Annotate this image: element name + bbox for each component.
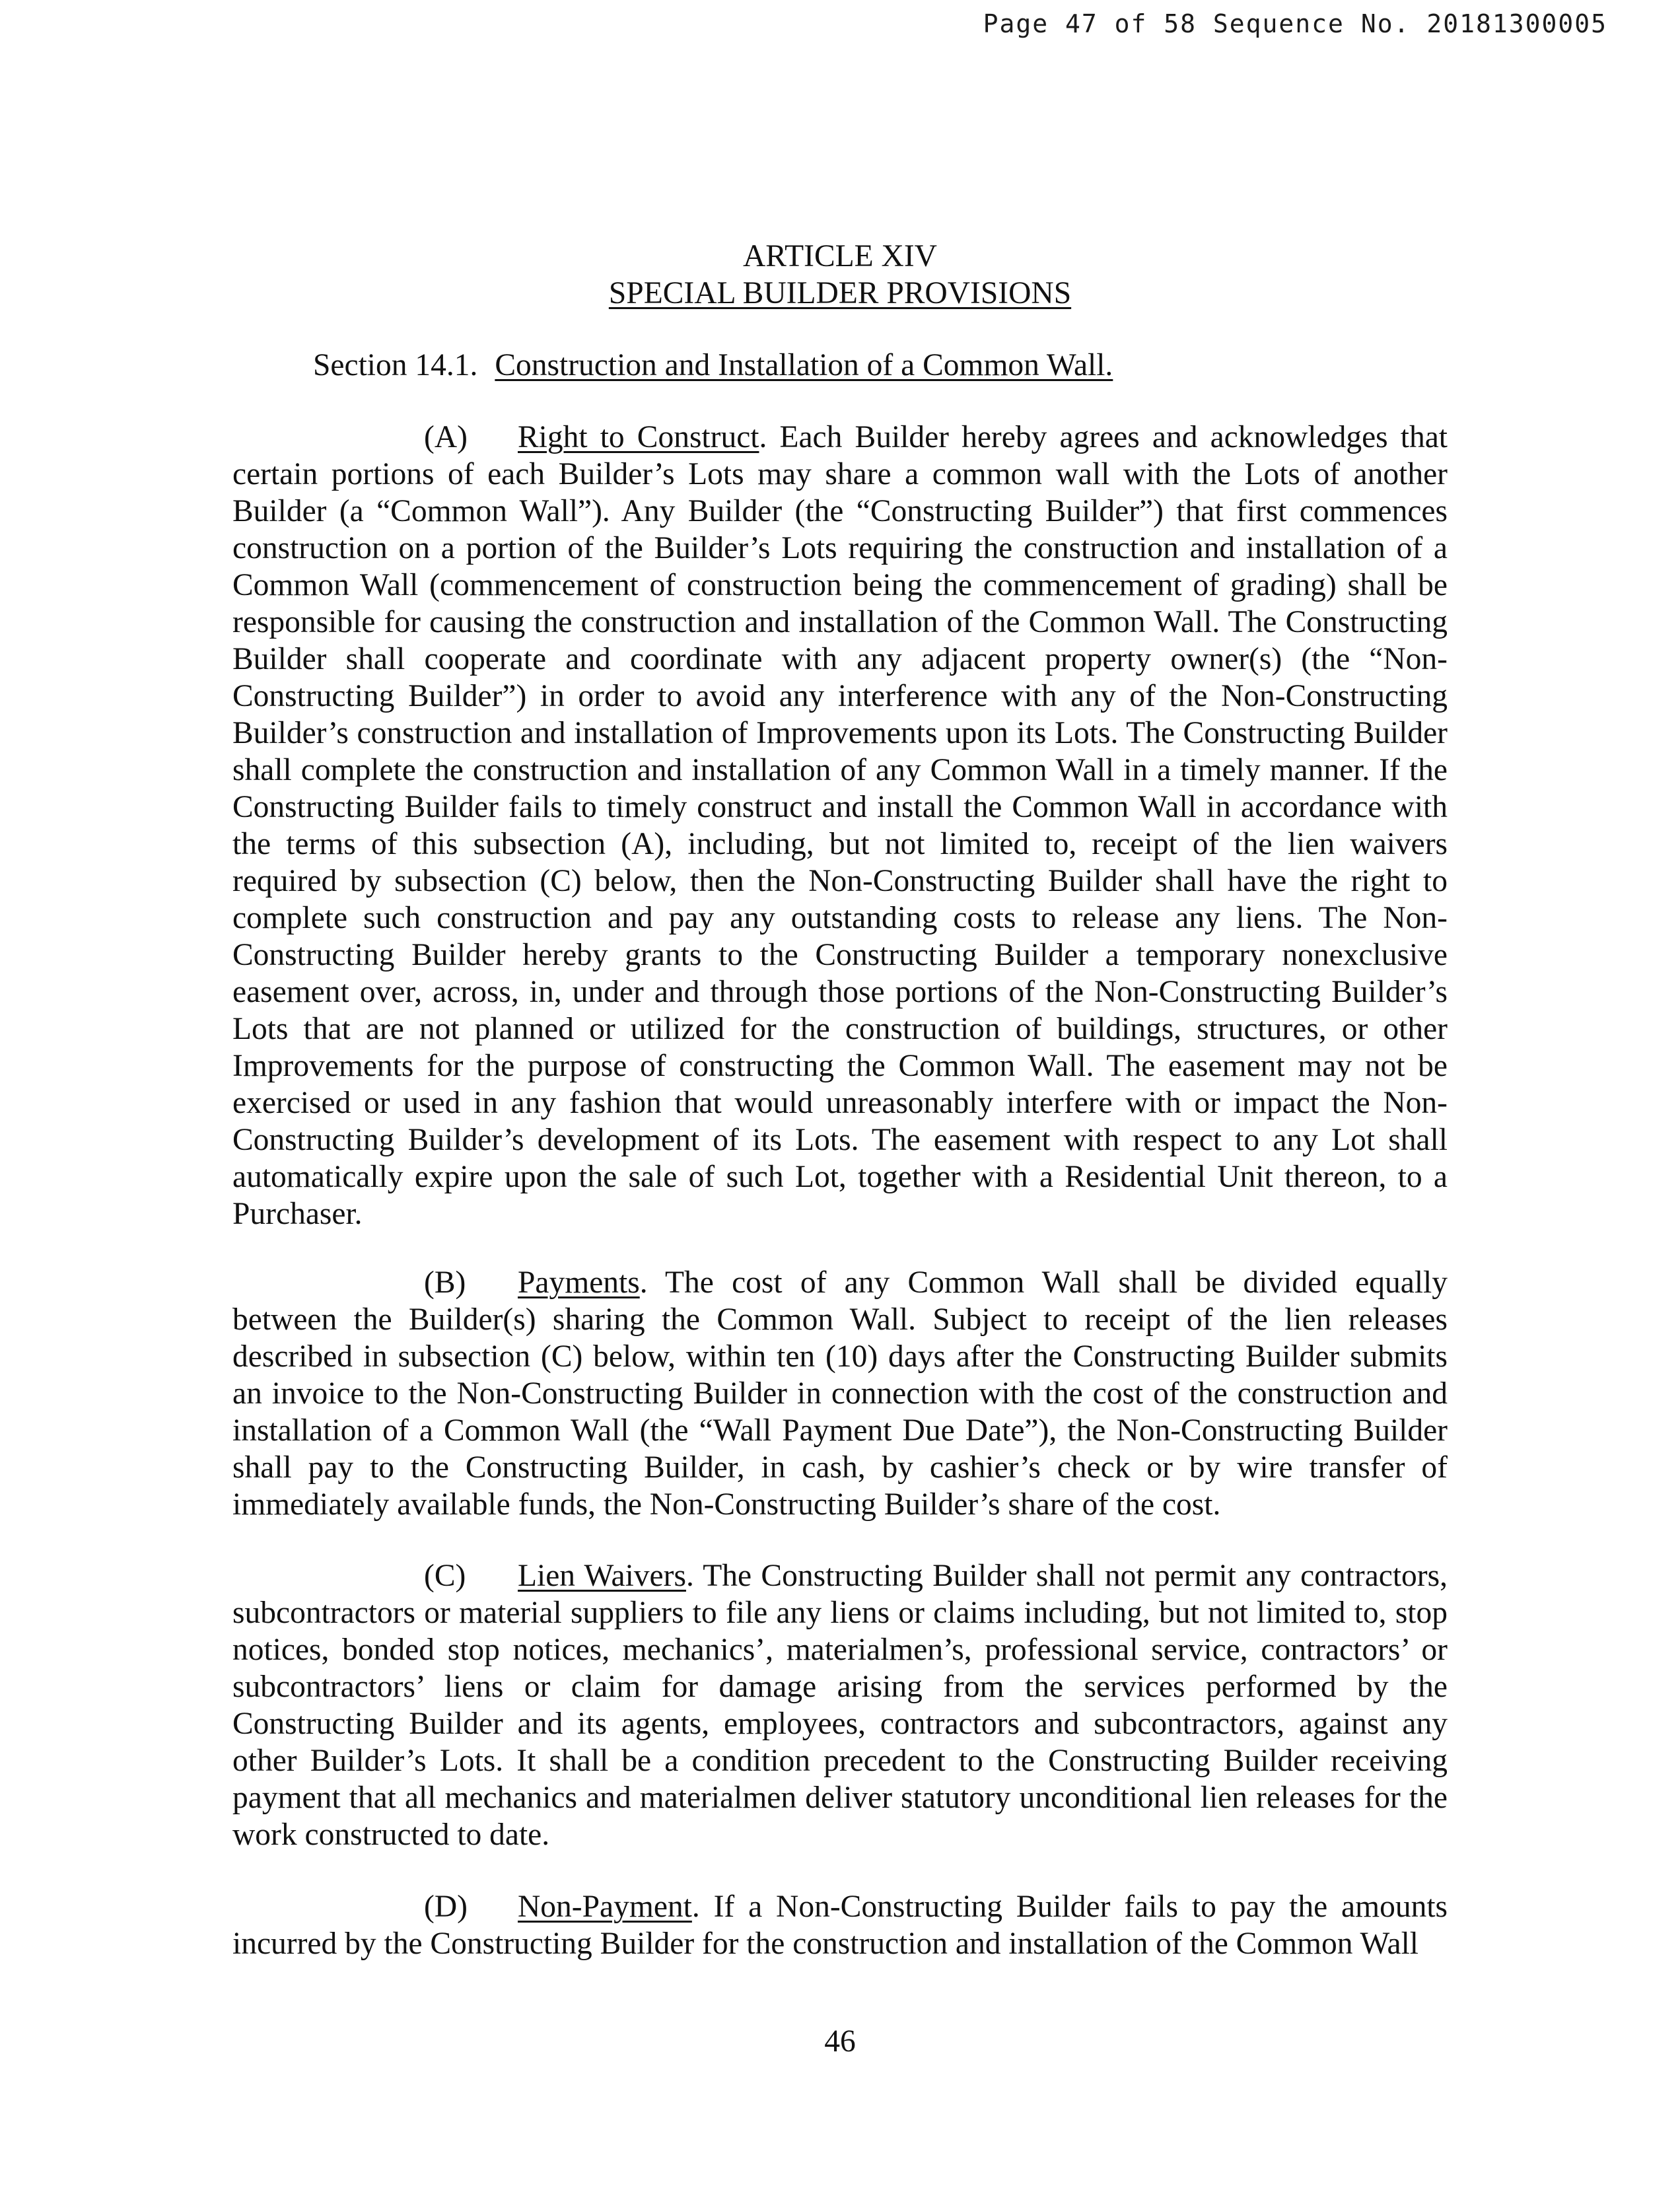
article-number: ARTICLE XIV — [743, 239, 937, 273]
page-sequence-header: Page 47 of 58 Sequence No. 20181300005 — [983, 9, 1607, 38]
paragraph-marker: (A) — [424, 420, 468, 454]
article-title-text: SPECIAL BUILDER PROVISIONS — [608, 276, 1072, 310]
paragraph-b — [232, 1264, 1448, 1523]
paragraph-marker: (B) — [424, 1265, 466, 1300]
paragraph-d — [232, 1888, 1448, 1962]
paragraph-text: . The Constructing Builder shall not permit any contractors, subcontractors or material suppliers to file any liens or claims including, but not limited to, stop notices, bonded stop notices, mechanics’, materialmen’s, professional service, contractors’ or subcontractors’ liens or claim for damage arising from the services performed by the Constructing Builder and its agents, employees, contractors and subcontractors, against any other Builder’s Lots. It shall be a condition precedent to the Constructing Builder receiving payment that all mechanics and materialmen deliver statutory unconditional lien releases for the work constructed to date. — [232, 1559, 1448, 1852]
paragraph-c — [232, 1557, 1448, 1853]
paragraph-text: . Each Builder hereby agrees and acknowledges that certain portions of each Builder’s Lots may share a common wall with the Lots of another Builder (a “Common Wall”). Any Builder (the “Constructing Builder”) that first commences construction on a portion of the Builder’s Lots requiring the construction and installation of a Common Wall (commencement of construction being the commencement of grading) shall be responsible for causing the construction and installation of the Common Wall. The Constructing Builder shall cooperate and coordinate with any adjacent property owner(s) (the “Non-Constructing Builder”) in order to avoid any interference with any of the Non-Constructing Builder’s construction and installation of Improvements upon its Lots. The Constructing Builder shall complete the construction and installation of any Common Wall in a timely manner. If the Constructing Builder fails to timely construct and install the Common Wall in accordance with the terms of this subsection (A), including, but not limited to, receipt of the lien waivers required by subsection (C) below, then the Non-Constructing Builder shall have the right to complete such construction and pay any outstanding costs to release any liens. The Non-Constructing Builder hereby grants to the Constructing Builder a temporary nonexclusive easement over, across, in, under and through those portions of the Non-Constructing Builder’s Lots that are not planned or utilized for the construction of buildings, structures, or other Improvements for the purpose of constructing the Common Wall. The easement may not be exercised or used in any fashion that would unreasonably interfere with or impact the Non-Constructing Builder’s development of its Lots. The easement with respect to any Lot shall automatically expire upon the sale of such Lot, together with a Residential Unit thereon, to a Purchaser. — [232, 420, 1448, 1231]
page-number: 46 — [824, 2024, 856, 2059]
paragraph-heading: Non-Payment — [518, 1890, 692, 1924]
paragraph-marker: (D) — [424, 1890, 468, 1924]
paragraph-heading: Lien Waivers — [518, 1559, 686, 1593]
section-heading — [313, 347, 1113, 384]
paragraph-heading: Payments — [518, 1265, 640, 1300]
paragraph-heading: Right to Construct — [518, 420, 759, 454]
paragraph-text: . If a Non-Constructing Builder fails to pay the amounts incurred by the Constructing Builder for the construction and installation of the Common Wall — [232, 1890, 1448, 1961]
section-title: Construction and Installation of a Common Wall. — [495, 348, 1113, 382]
section-number: Section 14.1. — [313, 348, 478, 382]
paragraph-a — [232, 419, 1448, 1232]
paragraph-marker: (C) — [424, 1559, 466, 1593]
article-title — [232, 275, 1448, 312]
paragraph-text: . The cost of any Common Wall shall be divided equally between the Builder(s) sharing the Common Wall. Subject to receipt of the lien releases described in subsection (C) below, within ten (10) days after the Constructing Builder submits an invoice to the Non-Constructing Builder in connection with the cost of the construction and installation of a Common Wall (the “Wall Payment Due Date”), the Non-Constructing Builder shall pay to the Constructing Builder, in cash, by cashier’s check or by wire transfer of immediately available funds, the Non-Constructing Builder’s share of the cost. — [232, 1265, 1448, 1522]
